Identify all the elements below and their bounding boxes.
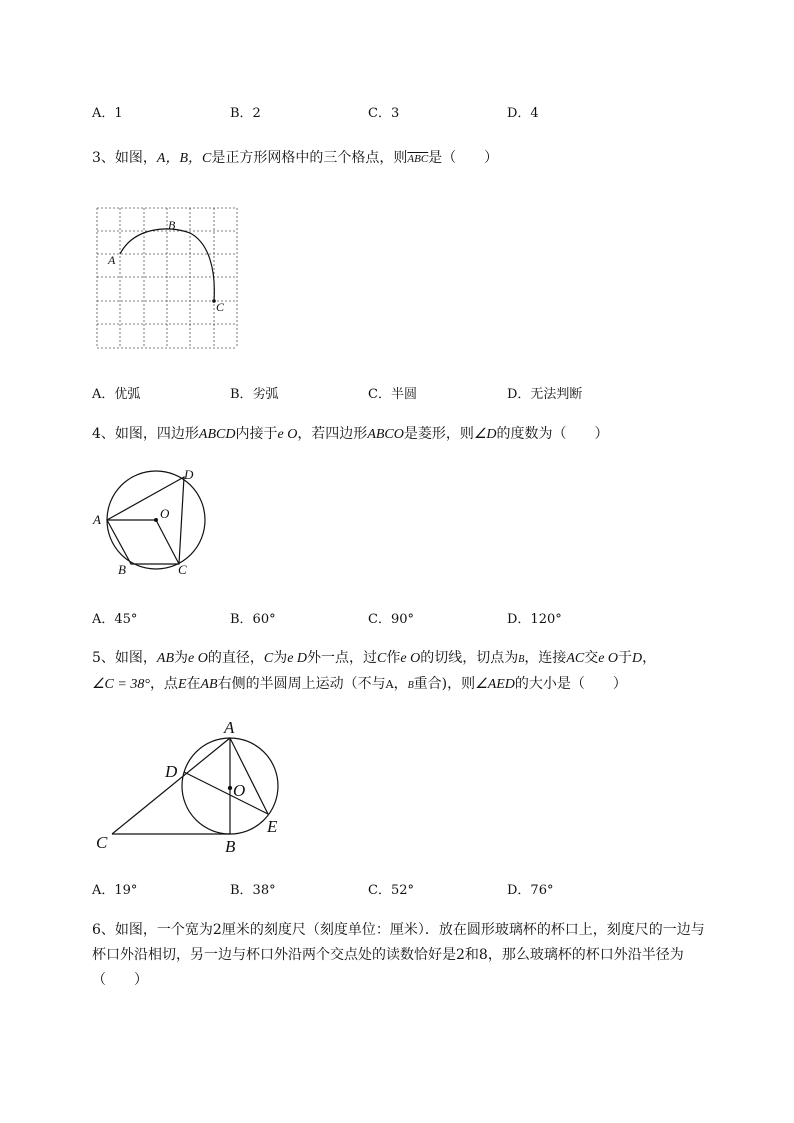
q4-stem <box>92 424 609 445</box>
q3-stem <box>92 148 498 169</box>
q4-angle: ∠D <box>473 427 497 442</box>
q5-l1-t3: e O <box>188 651 208 666</box>
q5-label-b: B <box>225 837 236 856</box>
q3-text-c: 是（ ） <box>428 150 499 166</box>
q5-l1-t4: 的直径， <box>207 650 264 666</box>
q4-label-c: C <box>178 562 187 577</box>
q5-stem-line1 <box>92 648 656 670</box>
q5-circle-figure <box>92 714 292 860</box>
q5-l2-t4: AB <box>200 677 218 692</box>
q5-l1-t1: AB <box>156 651 175 666</box>
q5-l1-t8: 外一点，过 <box>307 650 378 666</box>
q5-l1-t15: AC <box>566 651 585 666</box>
q4-text-a: 如图，四边形 <box>114 426 199 442</box>
q2-option-a[interactable]: A．1 <box>92 106 123 121</box>
q5-option-a[interactable]: A．19° <box>92 883 138 898</box>
q5-option-c[interactable]: C．52° <box>368 883 414 898</box>
q2-option-c[interactable]: C．3 <box>368 106 400 121</box>
q5-l1-t13: B <box>518 654 525 665</box>
q5-l1-t19: D <box>632 651 643 666</box>
q5-l2-t3: 在 <box>186 676 201 692</box>
q6-stem-line2: 杯口外沿相切，另一边与杯口外沿两个交点处的读数恰好是2和8，那么玻璃杯的杯口外沿半径为 <box>92 947 684 963</box>
q3-number: 3、 <box>92 150 115 166</box>
q5-l2-t2: E <box>177 677 187 692</box>
q3-points: A，B，C <box>156 151 212 166</box>
q5-l1-t18: 于 <box>618 650 633 666</box>
q4-option-d[interactable]: D．120° <box>507 612 562 627</box>
q3-option-a[interactable]: A．优弧 <box>92 387 141 402</box>
q5-label-c: C <box>96 833 108 852</box>
q3-option-c[interactable]: C．半圆 <box>368 387 417 402</box>
q6-stem-line1: 6、如图，一个宽为2厘米的刻度尺（刻度单位：厘米）．放在圆形玻璃杯的杯口上，刻度尺的一边与 <box>92 922 705 938</box>
q3-arc-notation: $\overline{ABC}$ <box>407 153 429 165</box>
q5-l2-t0: ∠C = 38° <box>92 677 150 692</box>
q3-grid-figure <box>94 205 240 353</box>
q5-l1-t5: C <box>263 651 274 666</box>
q5-l1-t0: 5、如图， <box>92 650 157 666</box>
q5-l1-t17: e O <box>598 651 619 666</box>
q4-label-b: B <box>118 562 126 577</box>
q4-option-a[interactable]: A．45° <box>92 612 138 627</box>
q3-label-a: A <box>108 253 116 267</box>
q5-l2-t9: 重合)，则 <box>413 676 476 692</box>
q5-label-d: D <box>165 762 178 781</box>
q4-number: 4、 <box>92 426 115 442</box>
q4-quad2: ABCO <box>367 427 404 442</box>
q5-label-a: A <box>224 718 235 737</box>
q5-l1-t7: e D <box>287 651 308 666</box>
q3-label-b: B <box>168 218 176 232</box>
q5-l2-t11: 的大小是（ ） <box>514 676 627 692</box>
q5-option-b[interactable]: B．38° <box>230 883 276 898</box>
q4-option-c[interactable]: C．90° <box>368 612 414 627</box>
q5-label-e: E <box>267 817 278 836</box>
q5-l2-t7: ， <box>393 676 408 692</box>
q4-text-b: 内接于 <box>235 426 278 442</box>
q5-l2-t8: B <box>407 680 414 691</box>
q4-circle-figure <box>88 462 218 582</box>
q4-label-d: D <box>184 467 194 482</box>
q4-text-d: 是菱形，则 <box>403 426 474 442</box>
q3-text-a: 如图， <box>114 150 157 166</box>
q4-text-c: ，若四边形 <box>297 426 368 442</box>
q3-option-d[interactable]: D．无法判断 <box>507 387 583 402</box>
q2-option-b[interactable]: B．2 <box>230 106 261 121</box>
q5-option-d[interactable]: D．76° <box>507 883 554 898</box>
q3-label-c: C <box>216 300 225 314</box>
q5-l1-t6: 为 <box>273 650 288 666</box>
q6-stem-line3: （ ） <box>92 972 148 988</box>
q3-text-b: 是正方形网格中的三个格点，则 <box>211 150 408 166</box>
q5-l1-t14: ，连接 <box>524 650 567 666</box>
q5-stem-line2 <box>92 674 627 696</box>
q5-l1-t20: ， <box>642 650 657 666</box>
q4-label-a: A <box>93 512 101 527</box>
q5-l2-t5: 右侧的半圆周上运动（不与 <box>217 676 386 692</box>
q5-l1-t9: C <box>377 651 387 666</box>
q5-l2-t10: ∠AED <box>475 677 515 692</box>
q5-l1-t2: 为 <box>174 650 189 666</box>
q3-option-b[interactable]: B．劣弧 <box>230 387 279 402</box>
q2-option-d[interactable]: D．4 <box>507 106 539 121</box>
q5-l1-t12: 的切线，切点为 <box>420 650 519 666</box>
q4-option-b[interactable]: B．60° <box>230 612 276 627</box>
q4-text-e: 的度数为（ ） <box>496 426 609 442</box>
q5-l1-t10: 作 <box>386 650 401 666</box>
q5-l2-t1: ，点 <box>149 676 178 692</box>
q5-l2-t6: A <box>385 678 394 691</box>
q5-label-o: O <box>233 781 246 800</box>
q4-circle: e O <box>277 427 298 442</box>
q4-label-o: O <box>160 506 170 521</box>
q4-quad1: ABCD <box>198 427 236 442</box>
q5-l1-t11: e O <box>400 651 421 666</box>
q5-l1-t16: 交 <box>584 650 599 666</box>
